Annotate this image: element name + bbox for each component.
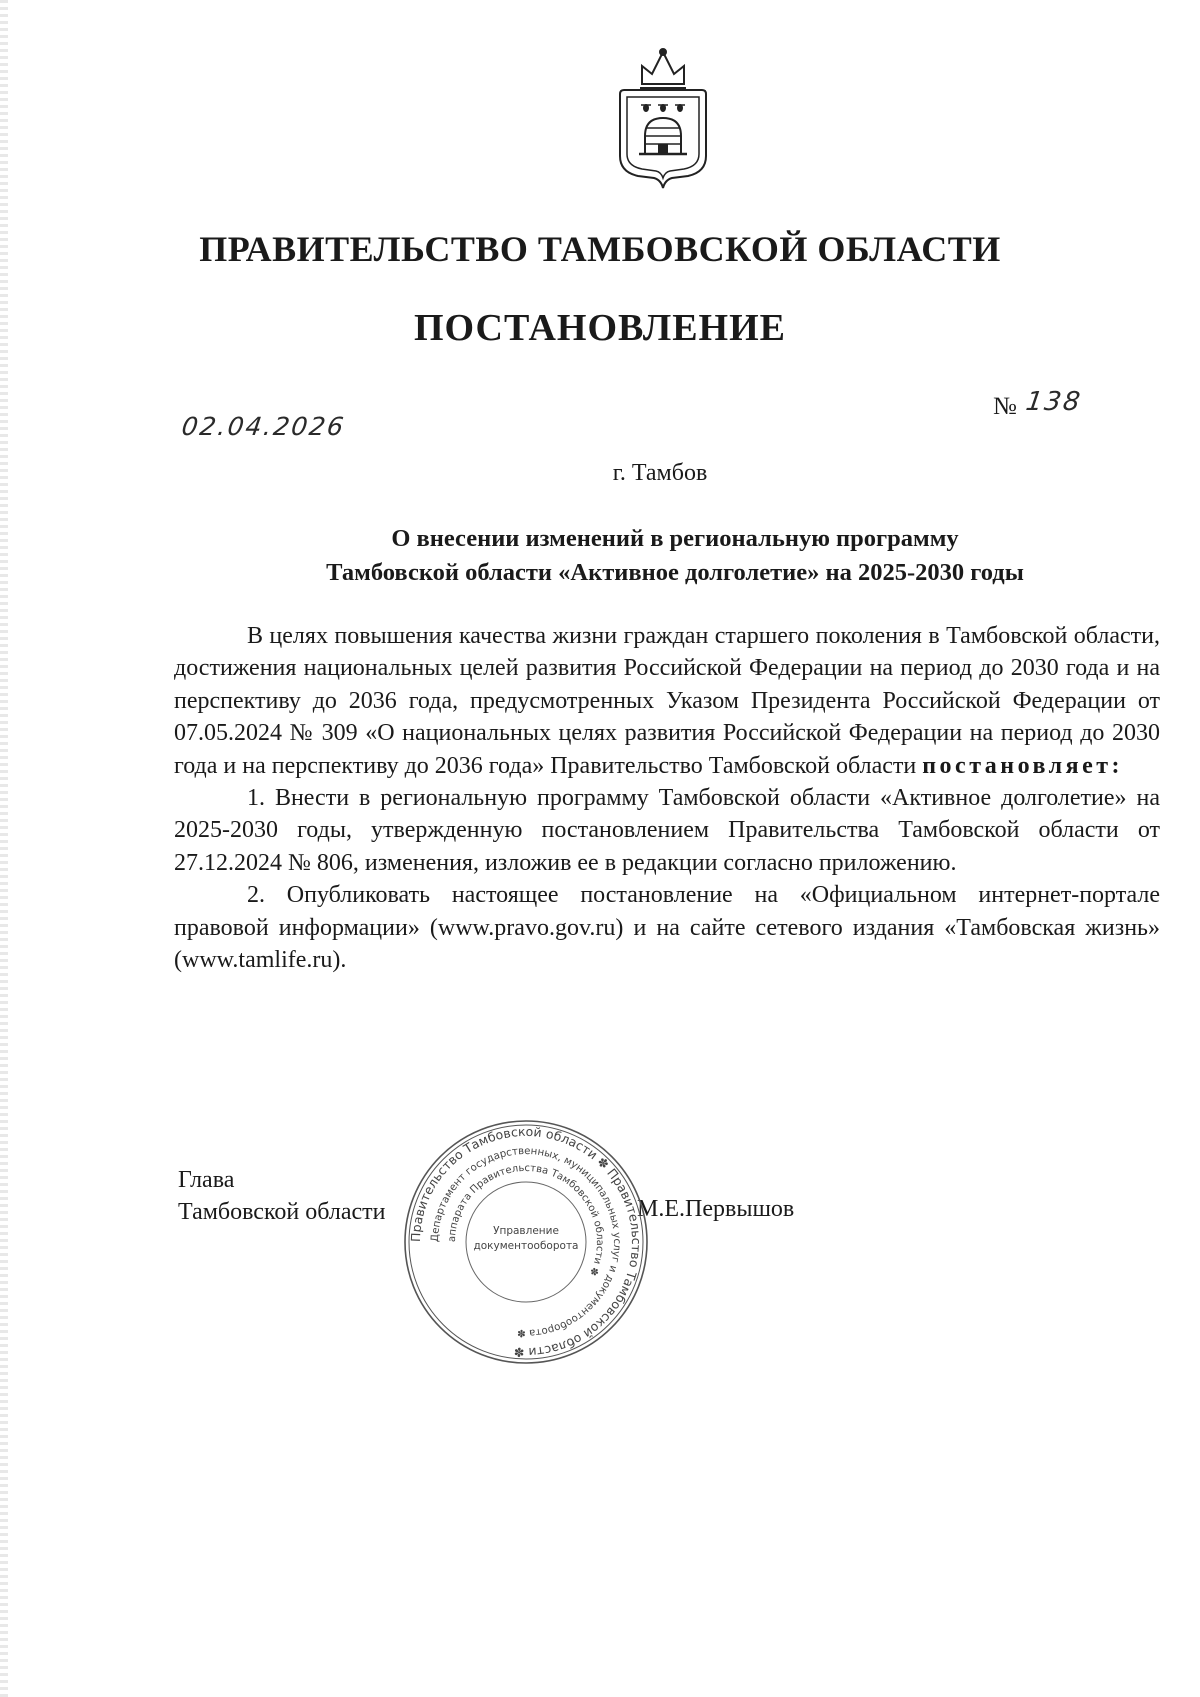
issue-city: г. Тамбов: [612, 460, 708, 486]
document-date: 02.04.2026: [179, 412, 348, 441]
subject-line-1: О внесении изменений в региональную программу: [391, 525, 959, 552]
coat-of-arms-icon: [612, 44, 714, 194]
organization-title: ПРАВИТЕЛЬСТВО ТАМБОВСКОЙ ОБЛАСТИ: [199, 229, 1001, 269]
signatory-position-line-2: Тамбовской области: [178, 1199, 386, 1225]
stamp-center-line-1: Управление: [493, 1225, 559, 1237]
stamp-middle-text: Департамент государственных, муниципальных услуг и документооборота ✽: [429, 1145, 623, 1339]
subject-line-2: Тамбовской области «Активное долголетие» на 2025-2030 годы: [326, 559, 1024, 586]
document-body: [174, 620, 1160, 976]
preamble-paragraph: [174, 620, 1160, 782]
signatory-name: М.Е.Первышов: [637, 1196, 795, 1222]
preamble-text: В целях повышения качества жизни граждан старшего поколения в Тамбовской области, достижения национальных целей развития Российской Федерации на период до 2030 года и на перспективу до 2036 года, предусмотренных Указом Президента Российской Федерации от 07.05.2024 № 309 «О национальных целях развития Российской Федерации на период до 2030 года и на перспективу до 2036 года» Правительство Тамбовской области: [174, 623, 1160, 779]
official-stamp: [402, 1118, 650, 1366]
document-subject: [180, 522, 1170, 590]
stamp-center-line-2: документооборота: [473, 1240, 579, 1252]
document-type: ПОСТАНОВЛЕНИЕ: [413, 307, 787, 349]
stamp-center: [468, 1224, 584, 1254]
clause-1: 1. Внести в региональную программу Тамбовской области «Активное долголетие» на 2025-2030 годы, утвержденную постановлением Правительства Тамбовской области от 27.12.2024 № 806, изменения, изложив ее в редакции согласно приложению.: [174, 785, 1160, 876]
signatory-position: [178, 1164, 385, 1228]
signatory-position-line-1: Глава: [178, 1167, 235, 1193]
stamp-outer-text: Правительство Тамбовской области ✽ Правительство Тамбовской области ✽: [407, 1123, 645, 1361]
document-number: 138: [1023, 387, 1084, 417]
number-label: №: [993, 393, 1017, 420]
stamp-inner-text: аппарата Правительства Тамбовской области ✽: [446, 1162, 606, 1278]
resolves-keyword: постановляет:: [922, 752, 1124, 779]
clause-2: 2. Опубликовать настоящее постановление на «Официальном интернет-портале правовой информации» (www.pravo.gov.ru) и на сайте сетевого издания «Тамбовская жизнь» (www.tamlife.ru).: [174, 882, 1160, 974]
